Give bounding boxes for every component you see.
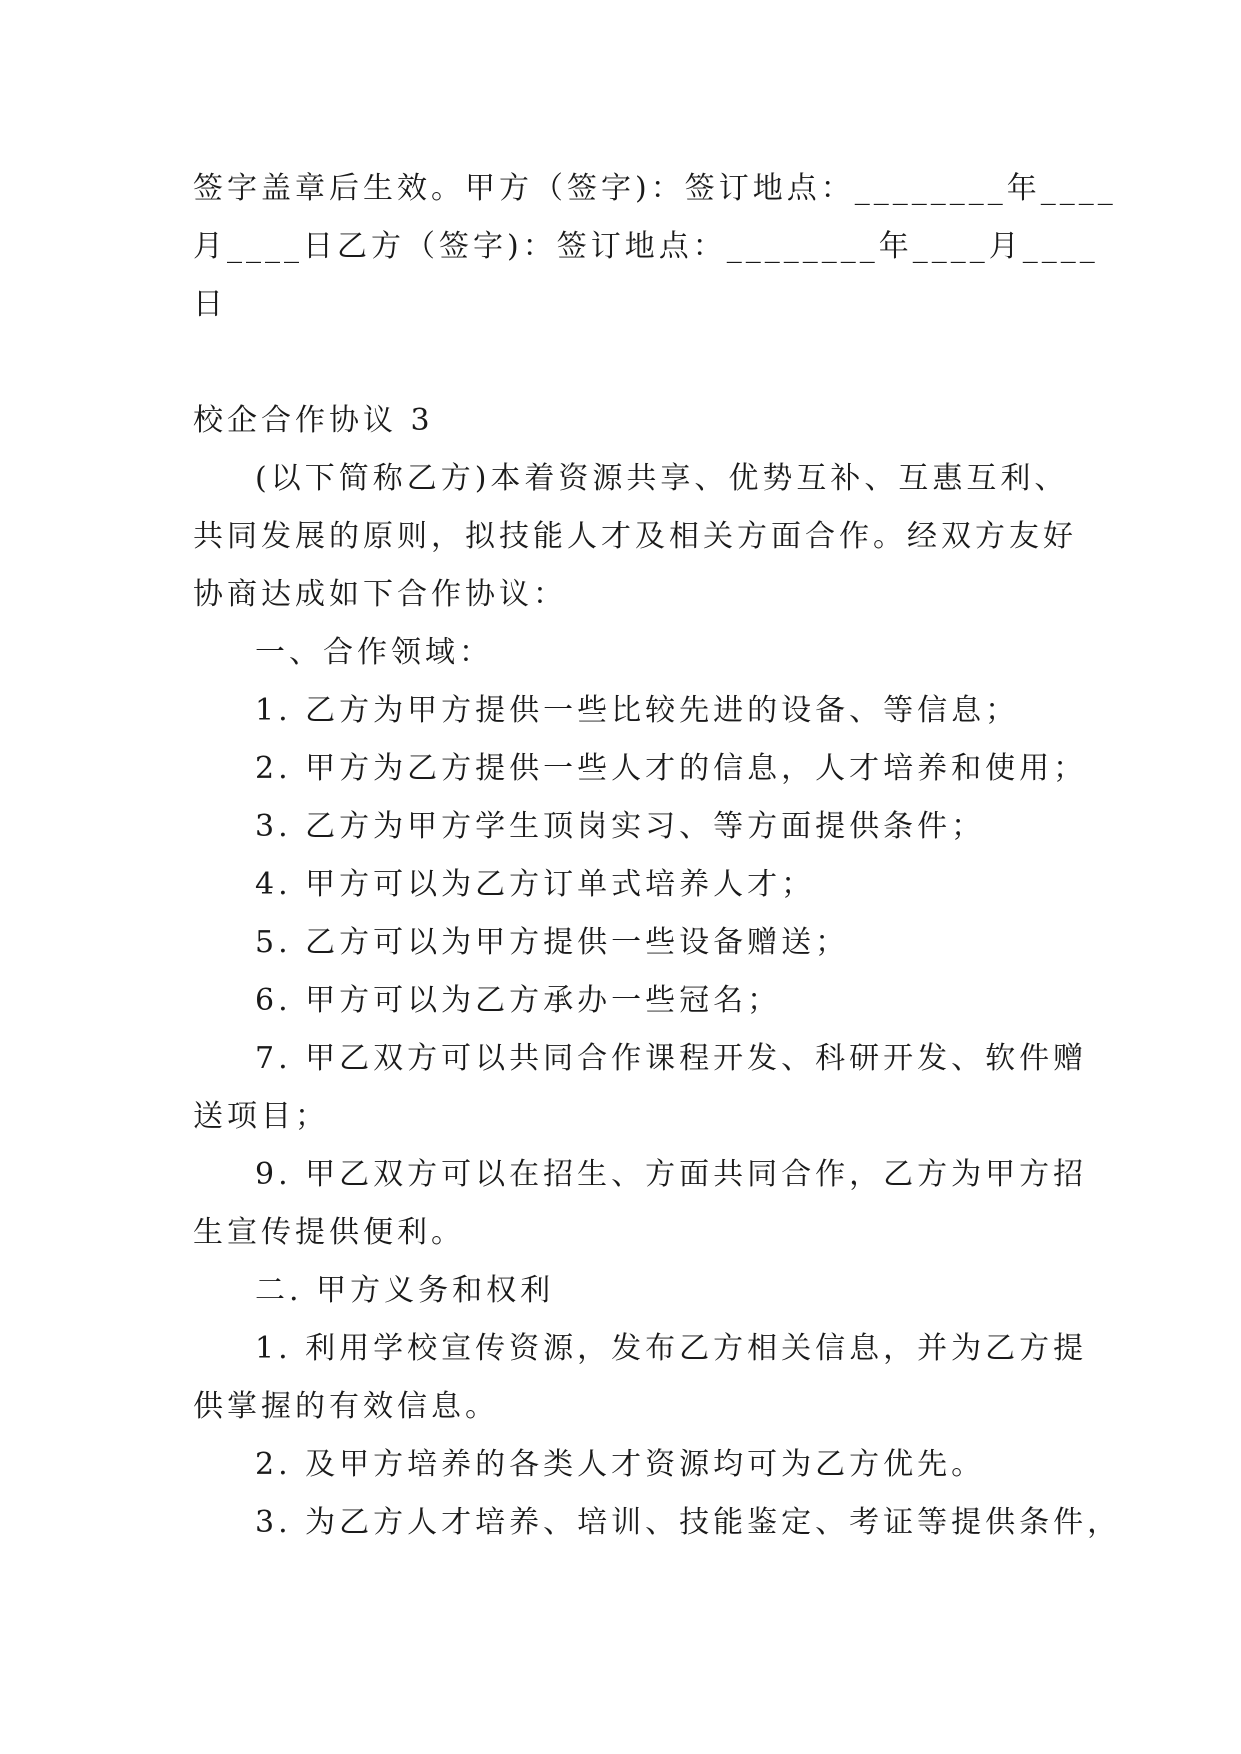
document-page <box>193 160 1122 1552</box>
list-item: 6. 甲方可以为乙方承办一些冠名； <box>255 983 782 1018</box>
list-item-continuation: 生宣传提供便利。 <box>193 1215 465 1250</box>
list-item-continuation: 送项目； <box>193 1099 329 1134</box>
signature-block <box>193 160 1117 334</box>
list-item: 2. 及甲方培养的各类人才资源均可为乙方优先。 <box>255 1447 986 1482</box>
signature-line-3: 日 <box>193 287 227 322</box>
list-item: 4. 甲方可以为乙方订单式培养人才； <box>255 867 816 902</box>
list-item: 1. 利用学校宣传资源，发布乙方相关信息，并为乙方提 <box>255 1331 1088 1366</box>
intro-line-1: (以下简称乙方)本着资源共享、优势互补、互惠互利、 <box>255 461 1069 496</box>
part2-heading: 二. 甲方义务和权利 <box>255 1273 555 1308</box>
list-item: 3. 为乙方人才培养、培训、技能鉴定、考证等提供条件， <box>255 1505 1122 1540</box>
list-item: 5. 乙方可以为甲方提供一些设备赠送； <box>255 925 850 960</box>
signature-line-1: 签字盖章后生效。甲方（签字)：签订地点：________年____ <box>193 171 1117 206</box>
part2-list <box>193 1320 1122 1552</box>
signature-line-2: 月____日乙方（签字)：签订地点：________年____月____ <box>193 229 1099 264</box>
list-item: 9. 甲乙双方可以在招生、方面共同合作，乙方为甲方招 <box>255 1157 1088 1192</box>
part1-list <box>193 682 1088 1262</box>
intro-line-3: 协商达成如下合作协议： <box>193 577 567 612</box>
intro-paragraph <box>193 450 1077 624</box>
list-item: 7. 甲乙双方可以共同合作课程开发、科研开发、软件赠 <box>255 1041 1088 1076</box>
list-item-continuation: 供掌握的有效信息。 <box>193 1389 499 1424</box>
part1-heading: 一、合作领域： <box>255 635 493 670</box>
section-title: 校企合作协议 3 <box>193 403 434 438</box>
intro-line-2: 共同发展的原则，拟技能人才及相关方面合作。经双方友好 <box>193 519 1077 554</box>
list-item: 3. 乙方为甲方学生顶岗实习、等方面提供条件； <box>255 809 986 844</box>
paragraph-gap <box>193 334 1053 392</box>
list-item: 2. 甲方为乙方提供一些人才的信息，人才培养和使用； <box>255 751 1088 786</box>
list-item: 1. 乙方为甲方提供一些比较先进的设备、等信息； <box>255 693 1020 728</box>
